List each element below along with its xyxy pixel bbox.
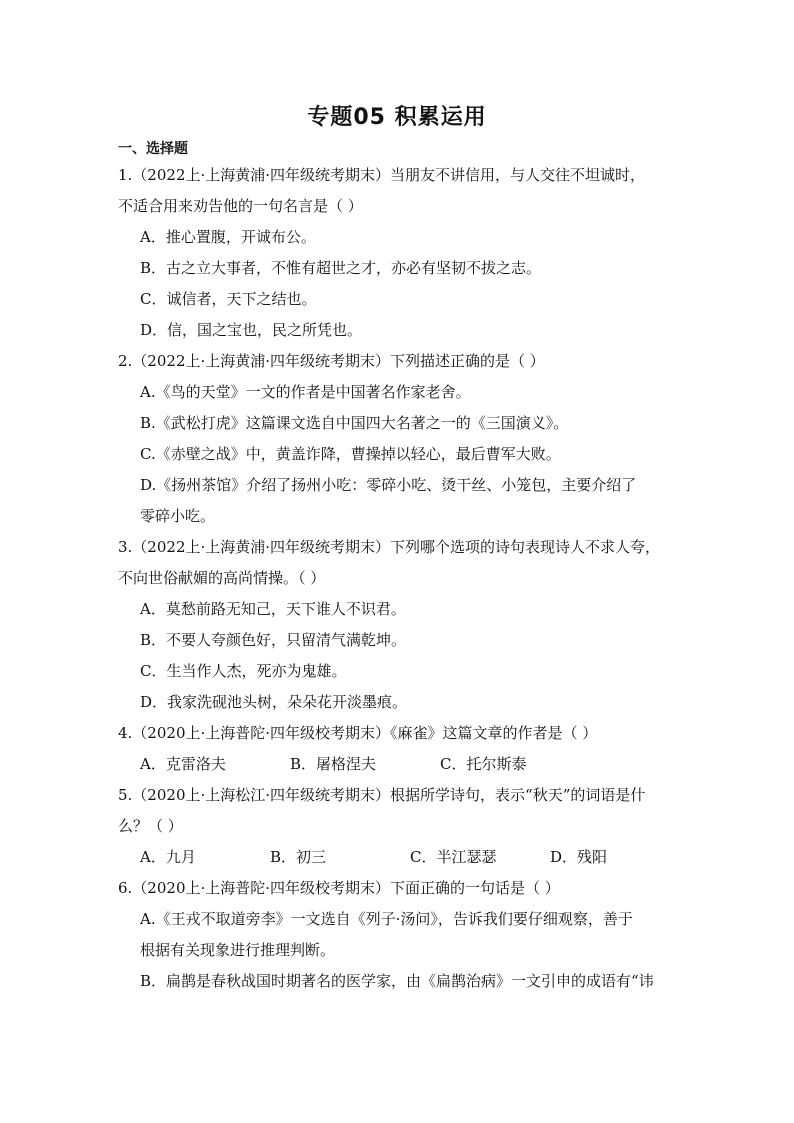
option-row xyxy=(140,749,678,780)
question-list xyxy=(118,160,678,997)
option: C．诚信者，天下之结也。 xyxy=(140,290,317,308)
page-title: 专题05 积累运用 xyxy=(307,105,487,130)
option: C．半江瑟瑟 xyxy=(410,848,497,866)
question-stem: 4.（2020上·上海普陀·四年级校考期末）《麻雀》这篇文章的作者是（ ） xyxy=(118,724,598,742)
option: B．初三 xyxy=(270,848,327,866)
option: B．扁鹊是春秋战国时期著名的医学家，由《扁鹊治病》一文引申的成语有“讳 xyxy=(140,972,654,990)
option: A．九月 xyxy=(140,848,196,866)
option: B.《武松打虎》这篇课文选自中国四大名著之一的《三国演义》。 xyxy=(140,414,569,432)
question-stem: 5.（2020上·上海松江·四年级统考期末）根据所学诗句，表示“秋天”的词语是什 xyxy=(118,786,646,804)
question-stem-cont: 么？（ ） xyxy=(118,817,183,835)
option-cont: 零碎小吃。 xyxy=(140,507,216,525)
question-stem-cont: 不适合用来劝告他的一句名言是（ ） xyxy=(118,197,363,215)
option: C．生当作人杰，死亦为鬼雄。 xyxy=(140,662,347,680)
option: A.《王戎不取道旁李》一文选自《列子·汤问》，告诉我们要仔细观察，善于 xyxy=(140,910,633,928)
option: A．推心置腹，开诚布公。 xyxy=(140,228,316,246)
option: B．屠格涅夫 xyxy=(290,755,377,773)
question-stem: 3.（2022上·上海黄浦·四年级统考期末）下列哪个选项的诗句表现诗人不求人夸， xyxy=(118,538,661,556)
question-stem: 6.（2020上·上海普陀·四年级校考期末）下面正确的一句话是（ ） xyxy=(118,879,560,897)
question-stem-cont: 不向世俗献媚的高尚情操。（ ） xyxy=(118,569,326,587)
option: A．莫愁前路无知己，天下谁人不识君。 xyxy=(140,600,406,618)
option-cont: 根据有关现象进行推理判断。 xyxy=(140,941,336,959)
option: C.《赤壁之战》中，黄盖诈降，曹操掉以轻心，最后曹军大败。 xyxy=(140,445,561,463)
option: D.《扬州茶馆》介绍了扬州小吃：零碎小吃、烫干丝、小笼包，主要介绍了 xyxy=(140,476,637,494)
option-row xyxy=(140,842,678,873)
option: A.《鸟的天堂》一文的作者是中国著名作家老舍。 xyxy=(140,383,471,401)
option: B．古之立大事者，不惟有超世之才，亦必有坚韧不拔之志。 xyxy=(140,259,542,277)
option: D．信，国之宝也，民之所凭也。 xyxy=(140,321,363,339)
question-stem: 2.（2022上·上海黄浦·四年级统考期末）下列描述正确的是（ ） xyxy=(118,352,545,370)
option: C．托尔斯泰 xyxy=(440,755,527,773)
question-stem: 1.（2022上·上海黄浦·四年级统考期末）当朋友不讲信用，与人交往不坦诚时， xyxy=(118,166,646,184)
option: D．残阳 xyxy=(550,848,608,866)
option: A．克雷洛夫 xyxy=(140,755,226,773)
option: B．不要人夸颜色好，只留清气满乾坤。 xyxy=(140,631,407,649)
option: D．我家洗砚池头树，朵朵花开淡墨痕。 xyxy=(140,693,408,711)
section-heading: 一、选择题 xyxy=(118,141,188,157)
